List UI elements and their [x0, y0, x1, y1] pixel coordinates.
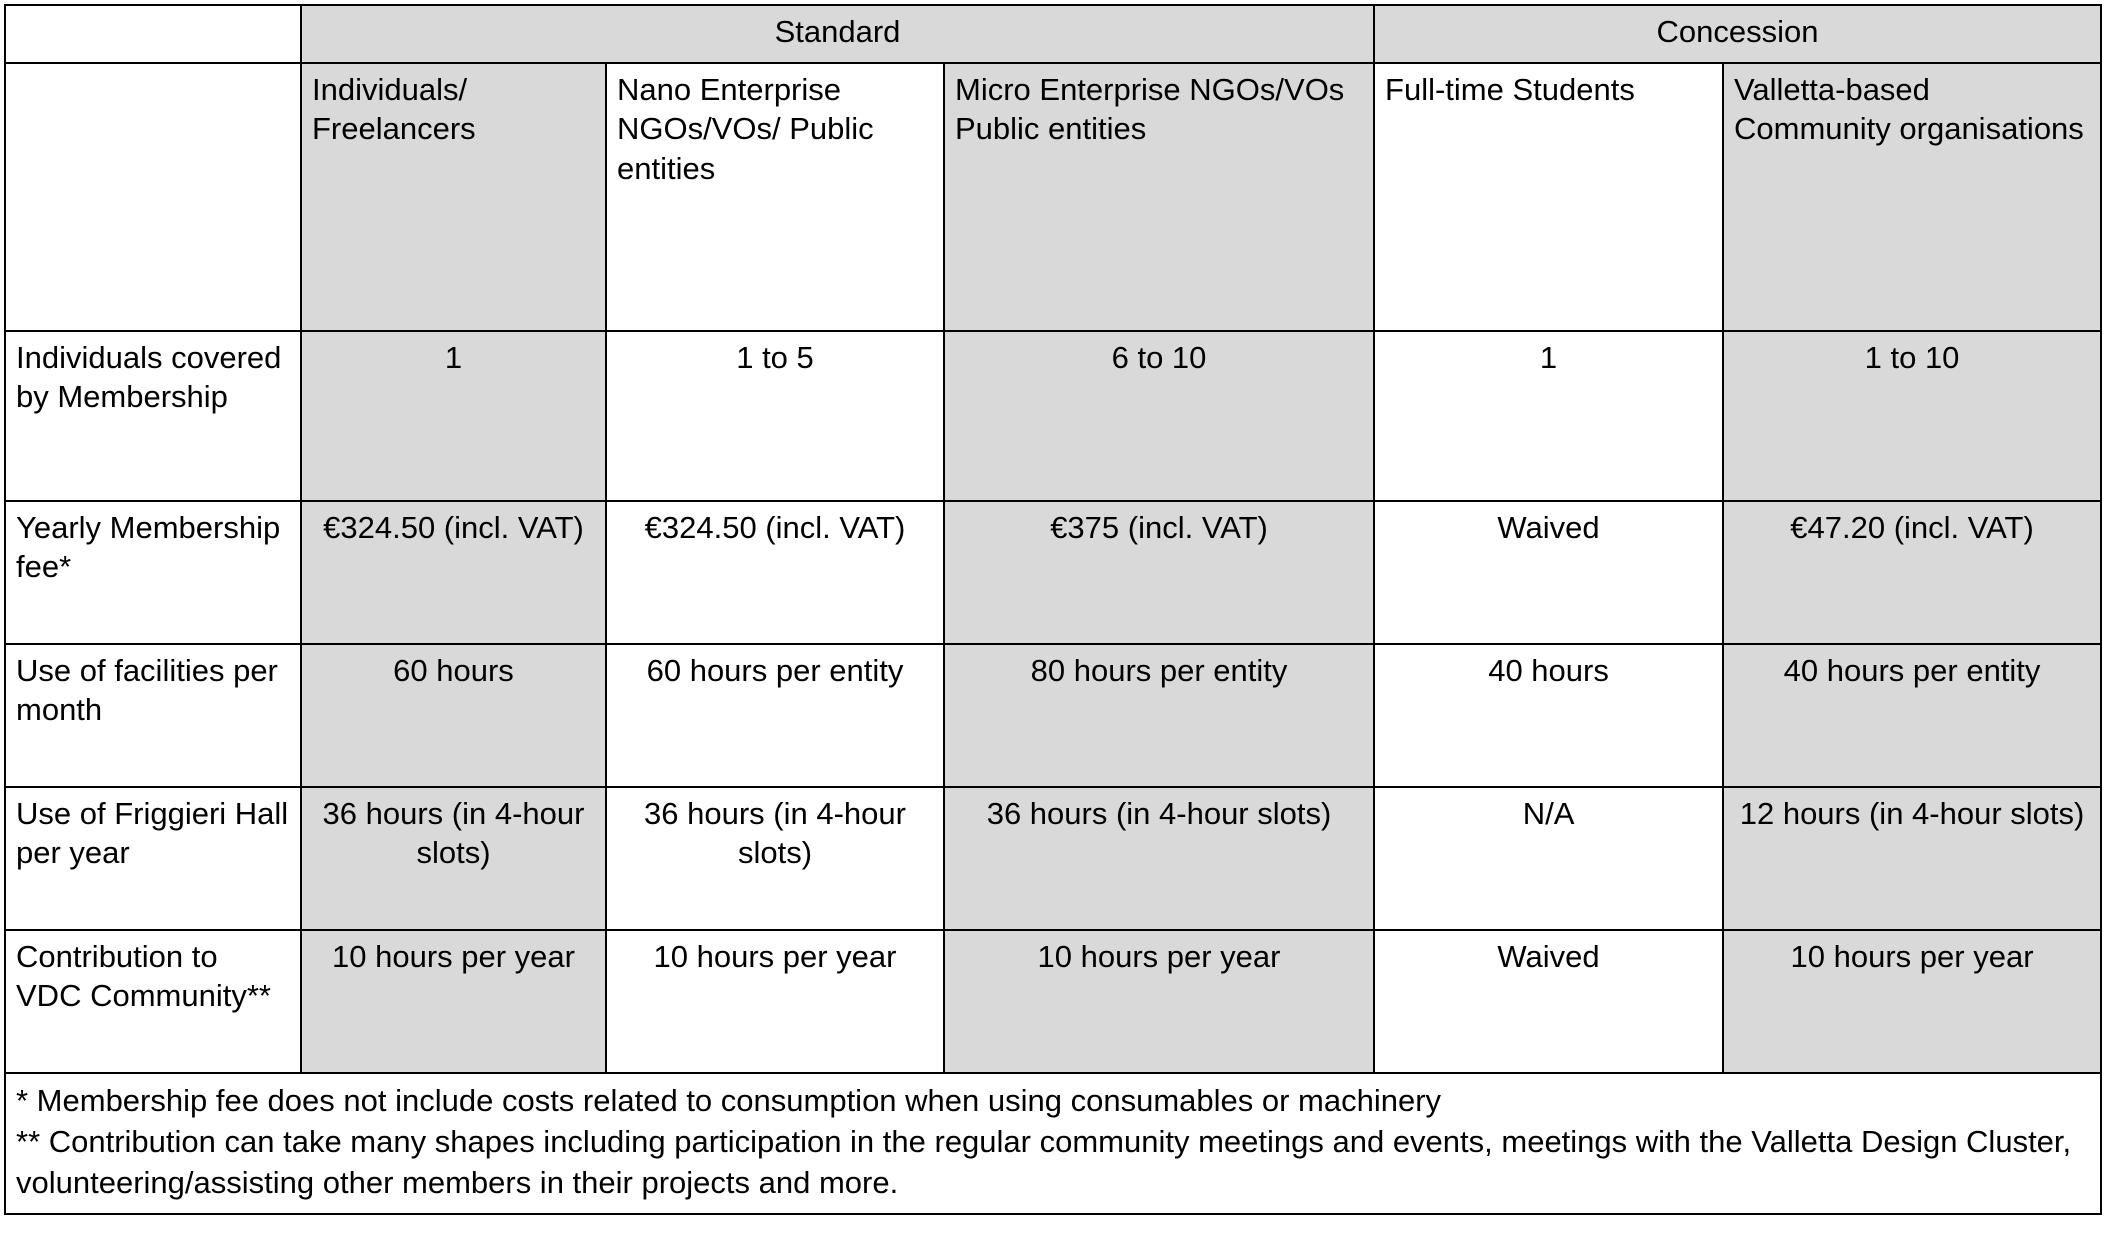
table-footnotes-row: [5, 1073, 2101, 1215]
table-group-header-row: [5, 5, 2101, 63]
row-label-friggieri-hall: Use of Friggieri Hall per year: [5, 787, 301, 930]
column-header-micro-enterprise: Micro Enterprise NGOs/VOs Public entities: [944, 63, 1374, 331]
group-header-blank: [5, 5, 301, 63]
footnotes-cell: [5, 1073, 2101, 1215]
cell-contribution-nano: 10 hours per year: [606, 930, 944, 1073]
cell-facilities-micro: 80 hours per entity: [944, 644, 1374, 787]
cell-individuals-covered-micro: 6 to 10: [944, 331, 1374, 501]
row-label-individuals-covered: Individuals covered by Membership: [5, 331, 301, 501]
column-header-full-time-students: Full-time Students: [1374, 63, 1723, 331]
table-row: [5, 930, 2101, 1073]
cell-friggieri-nano: 36 hours (in 4-hour slots): [606, 787, 944, 930]
group-header-standard: Standard: [301, 5, 1374, 63]
cell-individuals-covered-students: 1: [1374, 331, 1723, 501]
table-column-header-row: [5, 63, 2101, 331]
table-row: [5, 787, 2101, 930]
cell-yearly-fee-community: €47.20 (incl. VAT): [1723, 501, 2101, 644]
cell-individuals-covered-individuals: 1: [301, 331, 606, 501]
column-header-blank: [5, 63, 301, 331]
cell-contribution-individuals: 10 hours per year: [301, 930, 606, 1073]
cell-contribution-community: 10 hours per year: [1723, 930, 2101, 1073]
column-header-valletta-community: Valletta-based Community organisations: [1723, 63, 2101, 331]
cell-individuals-covered-community: 1 to 10: [1723, 331, 2101, 501]
cell-individuals-covered-nano: 1 to 5: [606, 331, 944, 501]
cell-facilities-community: 40 hours per entity: [1723, 644, 2101, 787]
footnote-membership-fee: * Membership fee does not include costs related to consumption when using consumables or machinery: [16, 1082, 1442, 1118]
cell-yearly-fee-individuals: €324.50 (incl. VAT): [301, 501, 606, 644]
table-row: [5, 644, 2101, 787]
column-header-nano-enterprise: Nano Enterprise NGOs/VOs/ Public entities: [606, 63, 944, 331]
cell-friggieri-students: N/A: [1374, 787, 1723, 930]
footnote-contribution: ** Contribution can take many shapes including participation in the regular community meetings and events, meetings with the Valletta Design Cluster, volunteering/assisting other members in their projects and more.: [16, 1123, 2072, 1201]
cell-yearly-fee-nano: €324.50 (incl. VAT): [606, 501, 944, 644]
cell-yearly-fee-micro: €375 (incl. VAT): [944, 501, 1374, 644]
cell-contribution-students: Waived: [1374, 930, 1723, 1073]
cell-facilities-nano: 60 hours per entity: [606, 644, 944, 787]
membership-comparison-table: [4, 4, 2102, 1215]
cell-facilities-students: 40 hours: [1374, 644, 1723, 787]
cell-yearly-fee-students: Waived: [1374, 501, 1723, 644]
row-label-contribution-vdc: Contribution to VDC Community**: [5, 930, 301, 1073]
row-label-yearly-membership-fee: Yearly Membership fee*: [5, 501, 301, 644]
cell-friggieri-individuals: 36 hours (in 4-hour slots): [301, 787, 606, 930]
column-header-individuals-freelancers: Individuals/ Freelancers: [301, 63, 606, 331]
table-row: [5, 501, 2101, 644]
cell-facilities-individuals: 60 hours: [301, 644, 606, 787]
cell-friggieri-micro: 36 hours (in 4-hour slots): [944, 787, 1374, 930]
row-label-use-of-facilities: Use of facilities per month: [5, 644, 301, 787]
group-header-concession: Concession: [1374, 5, 2101, 63]
cell-friggieri-community: 12 hours (in 4-hour slots): [1723, 787, 2101, 930]
table-row: [5, 331, 2101, 501]
cell-contribution-micro: 10 hours per year: [944, 930, 1374, 1073]
